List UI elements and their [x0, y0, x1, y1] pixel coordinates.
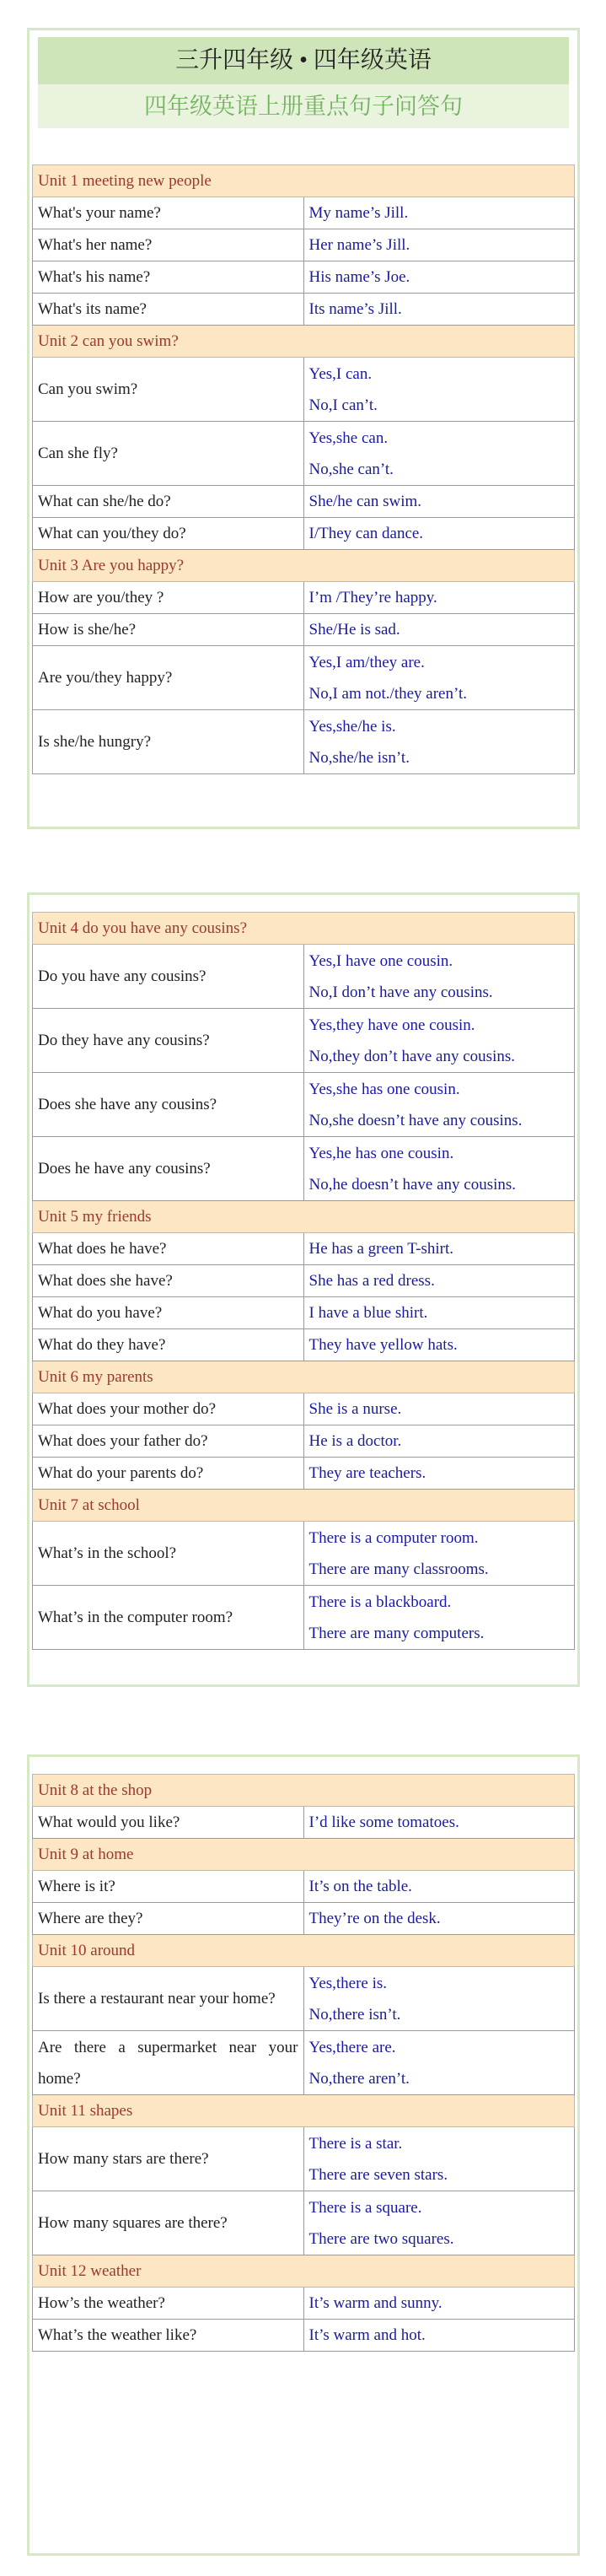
- question-cell: Where is it?: [33, 1871, 304, 1903]
- answer-line: Yes,she can.: [308, 428, 389, 447]
- qa-row: [33, 1265, 575, 1297]
- page-1: [27, 28, 580, 829]
- answer-cell: [303, 229, 575, 261]
- question-cell: What do you have?: [33, 1297, 304, 1329]
- unit-header-row: [33, 550, 575, 582]
- answer-line: Yes,she has one cousin.: [308, 1080, 460, 1098]
- question-cell: What's her name?: [33, 229, 304, 261]
- question-cell: What can she/he do?: [33, 486, 304, 518]
- answer-line: No,she doesn’t have any cousins.: [308, 1111, 523, 1129]
- answer-line: It’s warm and sunny.: [308, 2294, 442, 2312]
- unit-title: Unit 9 at home: [33, 1839, 575, 1871]
- question-cell: What's your name?: [33, 197, 304, 229]
- answer-cell: [303, 582, 575, 614]
- question-cell: What does your mother do?: [33, 1393, 304, 1425]
- qa-table-page-3: [32, 1774, 575, 2352]
- answer-line: Its name’s Jill.: [308, 300, 402, 318]
- question-cell: Does he have any cousins?: [33, 1137, 304, 1201]
- qa-row: [33, 1329, 575, 1361]
- question-cell: What would you like?: [33, 1807, 304, 1839]
- answer-line: There are many computers.: [308, 1624, 485, 1642]
- answer-cell: [303, 1009, 575, 1073]
- unit-title: Unit 7 at school: [33, 1490, 575, 1522]
- answer-cell: [303, 2127, 575, 2191]
- qa-row: [33, 1903, 575, 1935]
- unit-title: Unit 8 at the shop: [33, 1775, 575, 1807]
- question-cell: Where are they?: [33, 1903, 304, 1935]
- question-cell: Does she have any cousins?: [33, 1073, 304, 1137]
- answer-cell: [303, 422, 575, 486]
- answer-line: No,I am not./they aren’t.: [308, 684, 467, 703]
- page-title: 三升四年级 • 四年级英语: [38, 37, 569, 84]
- question-cell: Are you/they happy?: [33, 646, 304, 710]
- qa-row: [33, 2320, 575, 2352]
- answer-line: She has a red dress.: [308, 1272, 435, 1290]
- question-cell: What's its name?: [33, 294, 304, 326]
- question-cell: How many squares are there?: [33, 2191, 304, 2255]
- question-cell: What do they have?: [33, 1329, 304, 1361]
- answer-cell: [303, 1297, 575, 1329]
- answer-line: Yes,she/he is.: [308, 717, 396, 736]
- question-cell: Is she/he hungry?: [33, 710, 304, 774]
- answer-cell: [303, 1073, 575, 1137]
- answer-line: Yes,he has one cousin.: [308, 1144, 454, 1162]
- answer-line: There are many classrooms.: [308, 1560, 489, 1578]
- qa-row: [33, 710, 575, 774]
- qa-row: [33, 1871, 575, 1903]
- unit-title: Unit 4 do you have any cousins?: [33, 913, 575, 945]
- answer-line: There are seven stars.: [308, 2165, 448, 2184]
- answer-line: There is a computer room.: [308, 1528, 479, 1547]
- answer-line: Yes,there is.: [308, 1974, 388, 1992]
- answer-line: No,they don’t have any cousins.: [308, 1047, 515, 1065]
- question-cell: What's his name?: [33, 261, 304, 294]
- answer-line: No,she can’t.: [308, 460, 394, 478]
- answer-cell: [303, 261, 575, 294]
- answer-cell: [303, 1425, 575, 1458]
- qa-row: [33, 1393, 575, 1425]
- answer-cell: [303, 486, 575, 518]
- answer-line: She/he can swim.: [308, 493, 422, 510]
- answer-line: No,she/he isn’t.: [308, 748, 410, 767]
- answer-line: They are teachers.: [308, 1464, 426, 1482]
- answer-cell: [303, 614, 575, 646]
- answer-cell: [303, 1522, 575, 1586]
- answer-cell: [303, 294, 575, 326]
- answer-cell: [303, 2320, 575, 2352]
- qa-row: [33, 1967, 575, 2031]
- answer-cell: [303, 710, 575, 774]
- unit-title: Unit 5 my friends: [33, 1201, 575, 1233]
- answer-line: I/They can dance.: [308, 525, 424, 542]
- answer-line: I’d like some tomatoes.: [308, 1813, 459, 1831]
- answer-cell: [303, 358, 575, 422]
- answer-line: He is a doctor.: [308, 1432, 402, 1450]
- qa-row: [33, 646, 575, 710]
- question-cell: What does your father do?: [33, 1425, 304, 1458]
- unit-title: Unit 11 shapes: [33, 2095, 575, 2127]
- question-cell: Is there a restaurant near your home?: [33, 1967, 304, 2031]
- answer-cell: [303, 518, 575, 550]
- qa-row: [33, 1233, 575, 1265]
- qa-row: [33, 422, 575, 486]
- qa-row: [33, 2191, 575, 2255]
- answer-cell: [303, 1233, 575, 1265]
- qa-row: [33, 1073, 575, 1137]
- question-cell: How’s the weather?: [33, 2288, 304, 2320]
- qa-row: [33, 582, 575, 614]
- answer-line: There is a star.: [308, 2134, 403, 2153]
- answer-line: Yes,they have one cousin.: [308, 1016, 475, 1034]
- answer-line: His name’s Joe.: [308, 268, 410, 286]
- qa-row: [33, 1586, 575, 1650]
- answer-line: There are two squares.: [308, 2229, 454, 2248]
- answer-cell: [303, 2288, 575, 2320]
- answer-cell: [303, 1137, 575, 1201]
- question-cell: Are there a supermarket near your home?: [33, 2031, 304, 2095]
- answer-line: There is a square.: [308, 2198, 422, 2217]
- qa-row: [33, 197, 575, 229]
- answer-line: They have yellow hats.: [308, 1336, 458, 1354]
- answer-line: She/He is sad.: [308, 621, 400, 639]
- answer-line: No,there aren’t.: [308, 2069, 410, 2088]
- qa-row: [33, 294, 575, 326]
- unit-header-row: [33, 2255, 575, 2288]
- qa-table-page-2: [32, 912, 575, 1650]
- question-cell: What’s the weather like?: [33, 2320, 304, 2352]
- question-cell: Do they have any cousins?: [33, 1009, 304, 1073]
- question-cell: How are you/they ?: [33, 582, 304, 614]
- question-cell: What does she have?: [33, 1265, 304, 1297]
- answer-cell: [303, 1967, 575, 2031]
- qa-row: [33, 358, 575, 422]
- answer-line: No,there isn’t.: [308, 2005, 401, 2024]
- unit-header-row: [33, 1775, 575, 1807]
- unit-title: Unit 2 can you swim?: [33, 326, 575, 358]
- answer-line: He has a green T-shirt.: [308, 1240, 453, 1258]
- question-cell: What do your parents do?: [33, 1458, 304, 1490]
- question-cell: What can you/they do?: [33, 518, 304, 550]
- qa-row: [33, 1522, 575, 1586]
- qa-row: [33, 2127, 575, 2191]
- answer-line: Her name’s Jill.: [308, 236, 410, 254]
- unit-title: Unit 1 meeting new people: [33, 165, 575, 197]
- answer-line: Yes,there are.: [308, 2038, 396, 2056]
- unit-title: Unit 6 my parents: [33, 1361, 575, 1393]
- answer-line: My name’s Jill.: [308, 204, 409, 222]
- answer-line: Yes,I can.: [308, 364, 373, 383]
- qa-row: [33, 614, 575, 646]
- answer-cell: [303, 646, 575, 710]
- unit-header-row: [33, 1361, 575, 1393]
- answer-line: It’s warm and hot.: [308, 2326, 426, 2344]
- answer-cell: [303, 1265, 575, 1297]
- answer-cell: [303, 945, 575, 1009]
- answer-line: Yes,I have one cousin.: [308, 951, 453, 970]
- unit-header-row: [33, 1490, 575, 1522]
- unit-header-row: [33, 1839, 575, 1871]
- answer-line: They’re on the desk.: [308, 1910, 441, 1927]
- question-cell: Can you swim?: [33, 358, 304, 422]
- qa-row: [33, 1458, 575, 1490]
- question-cell: How many stars are there?: [33, 2127, 304, 2191]
- question-cell: Can she fly?: [33, 422, 304, 486]
- qa-row: [33, 1807, 575, 1839]
- qa-row: [33, 229, 575, 261]
- qa-row: [33, 1425, 575, 1458]
- answer-cell: [303, 1871, 575, 1903]
- qa-row: [33, 518, 575, 550]
- unit-header-row: [33, 1201, 575, 1233]
- qa-row: [33, 2288, 575, 2320]
- answer-cell: [303, 2031, 575, 2095]
- unit-title: Unit 12 weather: [33, 2255, 575, 2288]
- question-cell: Do you have any cousins?: [33, 945, 304, 1009]
- answer-cell: [303, 1586, 575, 1650]
- answer-line: I’m /They’re happy.: [308, 589, 437, 606]
- answer-line: No,he doesn’t have any cousins.: [308, 1175, 517, 1194]
- answer-line: Yes,I am/they are.: [308, 653, 425, 671]
- answer-line: I have a blue shirt.: [308, 1304, 428, 1322]
- answer-cell: [303, 1393, 575, 1425]
- qa-row: [33, 1009, 575, 1073]
- unit-header-row: [33, 913, 575, 945]
- answer-cell: [303, 1807, 575, 1839]
- answer-line: No,I can’t.: [308, 396, 378, 414]
- answer-line: There is a blackboard.: [308, 1592, 452, 1611]
- qa-row: [33, 1137, 575, 1201]
- unit-header-row: [33, 1935, 575, 1967]
- answer-line: She is a nurse.: [308, 1400, 402, 1418]
- answer-line: It’s on the table.: [308, 1878, 412, 1895]
- qa-row: [33, 945, 575, 1009]
- unit-header-row: [33, 326, 575, 358]
- unit-title: Unit 10 around: [33, 1935, 575, 1967]
- document-header: [38, 37, 569, 128]
- answer-cell: [303, 1329, 575, 1361]
- unit-header-row: [33, 2095, 575, 2127]
- unit-header-row: [33, 165, 575, 197]
- qa-table-page-1: [32, 164, 575, 774]
- page-3: [27, 1754, 580, 2556]
- question-cell: What does he have?: [33, 1233, 304, 1265]
- page-2: [27, 892, 580, 1687]
- qa-row: [33, 1297, 575, 1329]
- answer-cell: [303, 1458, 575, 1490]
- qa-row: [33, 486, 575, 518]
- answer-cell: [303, 2191, 575, 2255]
- answer-line: No,I don’t have any cousins.: [308, 983, 493, 1001]
- answer-cell: [303, 197, 575, 229]
- qa-row: [33, 261, 575, 294]
- unit-title: Unit 3 Are you happy?: [33, 550, 575, 582]
- answer-cell: [303, 1903, 575, 1935]
- page-subtitle: 四年级英语上册重点句子问答句: [144, 94, 463, 119]
- question-cell: How is she/he?: [33, 614, 304, 646]
- question-cell: What’s in the computer room?: [33, 1586, 304, 1650]
- question-cell: What’s in the school?: [33, 1522, 304, 1586]
- qa-row: [33, 2031, 575, 2095]
